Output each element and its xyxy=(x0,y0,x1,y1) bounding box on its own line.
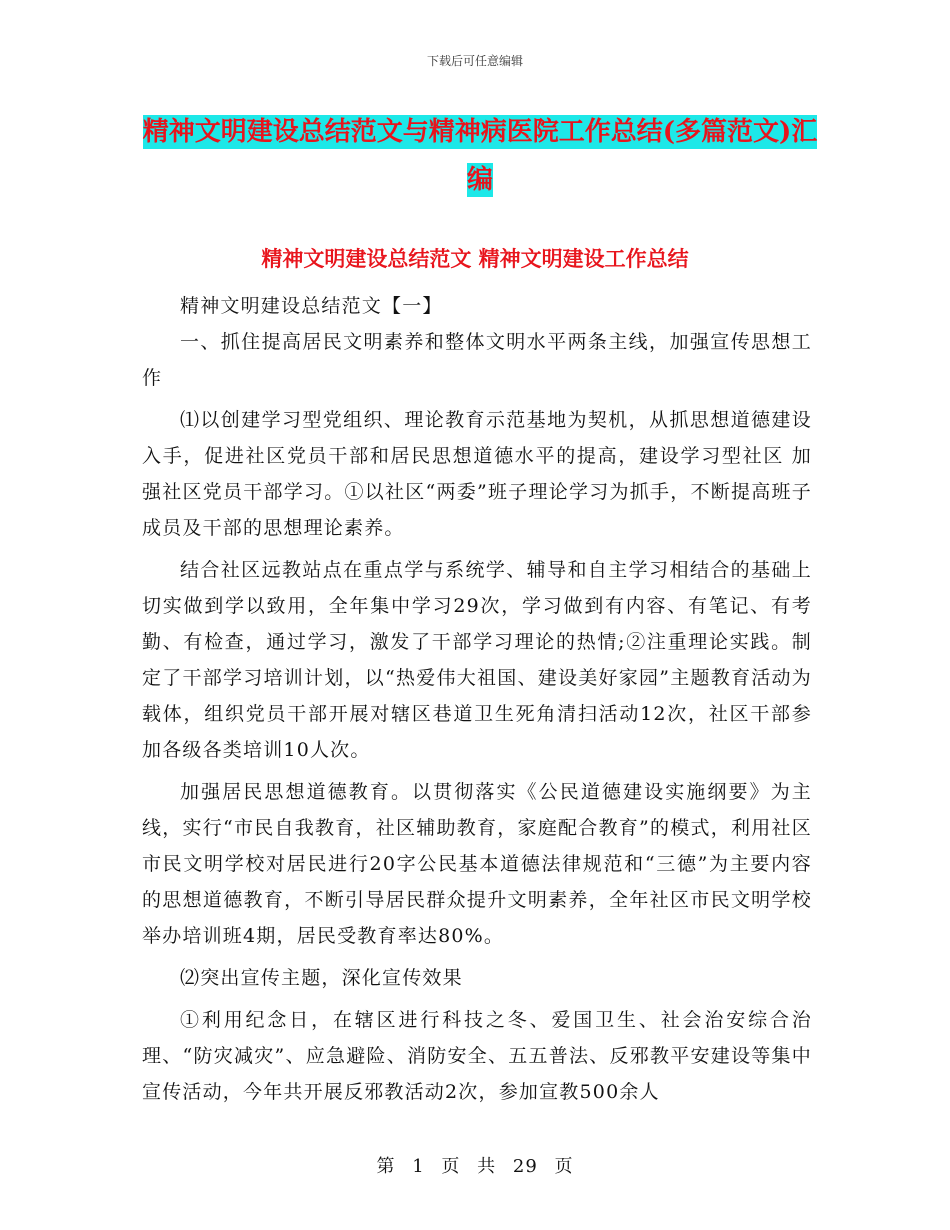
page-label-mid: 页 xyxy=(441,1156,461,1177)
page-label-suffix: 页 xyxy=(554,1156,574,1177)
header-note: 下载后可任意编辑 xyxy=(426,54,523,68)
document-body xyxy=(142,288,812,1110)
paragraph: ①利用纪念日，在辖区进行科技之冬、爱国卫生、社会治安综合治理、“防灾减灾”、应急避险、消防安全、五五普法、反邪教平安建设等集中宣传活动，今年共开展反邪教活动2次，参加宣教500余人 xyxy=(142,1009,812,1103)
page-label-prefix: 第 xyxy=(376,1156,396,1177)
document-subtitle: 精神文明建设总结范文 精神文明建设工作总结 xyxy=(261,246,689,271)
paragraph: 一、抓住提高居民文明素养和整体文明水平两条主线，加强宣传思想工作 xyxy=(142,331,812,389)
paragraph: 结合社区远教站点在重点学与系统学、辅导和自主学习相结合的基础上切实做到学以致用，全年集中学习29次，学习做到有内容、有笔记、有考勤、有检查，通过学习，激发了干部学习理论的热情;②注重理论实践。制定了干部学习培训计划，以“热爱伟大祖国、建设美好家园”主题教育活动为载体，组织党员干部开展对辖区巷道卫生死角清扫活动12次，社区干部参加各级各类培训10人次。 xyxy=(142,559,812,761)
document-title xyxy=(140,108,820,204)
paragraph: ⑴以创建学习型党组织、理论教育示范基地为契机，从抓思想道德建设入手，促进社区党员干部和居民思想道德水平的提高，建设学习型社区 加强社区党员干部学习。①以社区“两委”班子理论学习为抓手，不断提高班子成员及干部的思想理论素养。 xyxy=(142,409,812,539)
document-title-text: 精神文明建设总结范文与精神病医院工作总结(多篇范文)汇编 xyxy=(142,117,818,195)
current-page-number: 1 xyxy=(412,1156,425,1177)
section-heading: 精神文明建设总结范文【一】 xyxy=(180,295,443,317)
paragraph: 加强居民思想道德教育。以贯彻落实《公民道德建设实施纲要》为主线，实行“市民自我教育，社区辅助教育，家庭配合教育”的模式，利用社区市民文明学校对居民进行20字公民基本道德法律规范和“三德”为主要内容的思想道德教育，不断引导居民群众提升文明素养，全年社区市民文明学校举办培训班4期，居民受教育率达80%。 xyxy=(142,781,812,947)
total-label: 共 xyxy=(477,1156,497,1177)
total-pages-number: 29 xyxy=(512,1156,538,1177)
page-footer xyxy=(0,1152,950,1178)
paragraph: ⑵突出宣传主题，深化宣传效果 xyxy=(180,967,463,989)
